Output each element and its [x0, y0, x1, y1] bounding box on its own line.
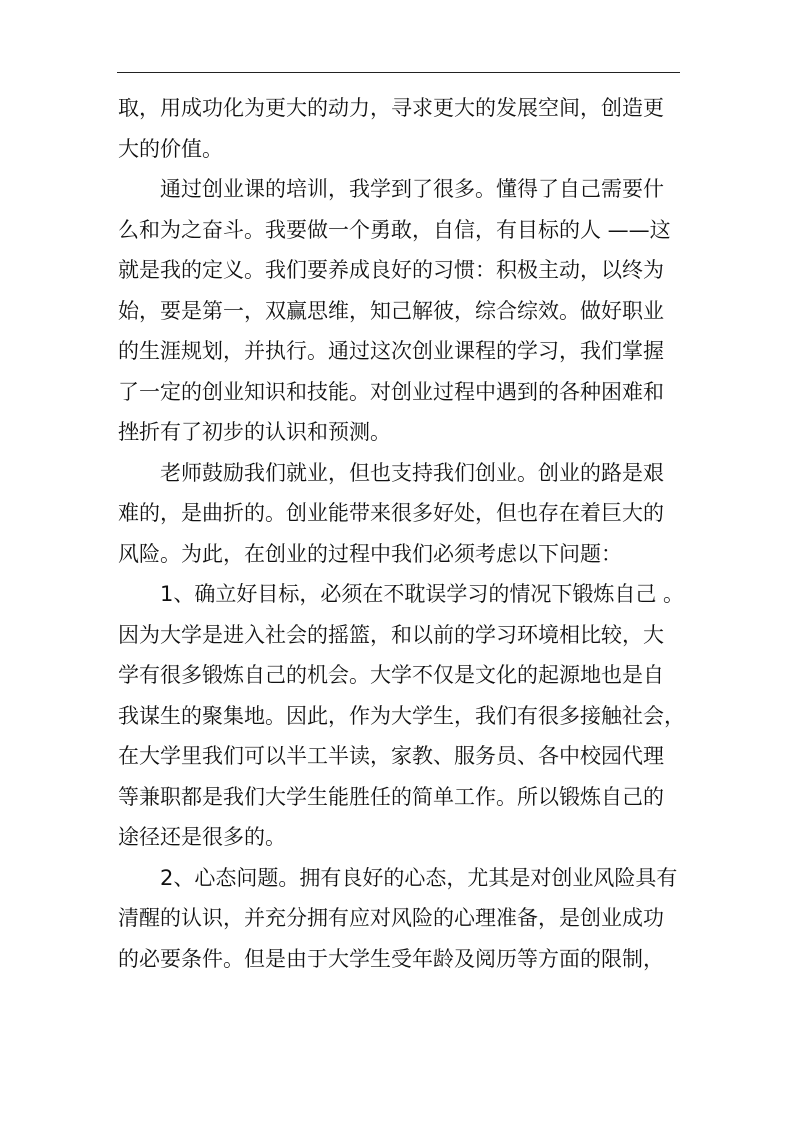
- text-line: 老师鼓励我们就业，但也支持我们创业。创业的路是艰: [160, 460, 664, 485]
- text-line: 因为大学是进入社会的摇篮，和以前的学习环境相比较，大: [118, 622, 664, 647]
- text-line: 清醒的认识，并充分拥有应对风险的心理准备，是创业成功: [118, 906, 664, 930]
- text-line: 风险。为此，在创业的过程中我们必须考虑以下问题：: [118, 541, 622, 566]
- text-line: 的生涯规划，并执行。通过这次创业课程的学习，我们掌握: [118, 339, 664, 363]
- paragraph-2: [118, 169, 683, 453]
- paragraph-4: [118, 574, 683, 858]
- text-line: 了一定的创业知识和技能。对创业过程中遇到的各种困难和: [118, 379, 664, 404]
- text-line: 难的，是曲折的。创业能带来很多好处，但也存在着巨大的: [118, 501, 664, 525]
- text-line: 么和为之奋斗。我要做一个勇敢，自信，有目标的人 ——这: [118, 217, 671, 242]
- text-line: 1、确立好目标，必须在不耽误学习的情况下锻炼自己 。: [160, 582, 685, 606]
- text-line: 途径还是很多的。: [118, 825, 286, 849]
- text-line: 学有很多锻炼自己的机会。大学不仅是文化的起源地也是自: [118, 663, 664, 687]
- text-line: 始，要是第一，双赢思维，知己解彼，综合综效。做好职业: [118, 298, 664, 323]
- text-line: 挫折有了初步的认识和预测。: [118, 420, 391, 444]
- paragraph-1: [118, 88, 683, 169]
- paragraph-3: [118, 453, 683, 575]
- text-line: 就是我的定义。我们要养成良好的习惯：积极主动，以终为: [118, 258, 664, 282]
- text-line: 在大学里我们可以半工半读，家教、服务员、各中校园代理: [118, 744, 664, 768]
- header-rule: [117, 72, 680, 73]
- paragraph-5: [118, 858, 683, 980]
- body-text: [118, 88, 683, 979]
- text-line: 通过创业课的培训，我学到了很多。懂得了自己需要什: [160, 177, 664, 201]
- text-line: 我谋生的聚集地。因此，作为大学生，我们有很多接触社会，: [118, 703, 685, 728]
- text-line: 等兼职都是我们大学生能胜任的简单工作。所以锻炼自己的: [118, 784, 664, 809]
- text-line: 取，用成功化为更大的动力，寻求更大的发展空间，创造更: [118, 96, 664, 120]
- text-line: 2、心态问题。拥有良好的心态，尤其是对创业风险具有: [160, 865, 678, 890]
- text-line: 的必要条件。但是由于大学生受年龄及阅历等方面的限制，: [118, 946, 664, 971]
- text-line: 大的价值。: [118, 136, 223, 161]
